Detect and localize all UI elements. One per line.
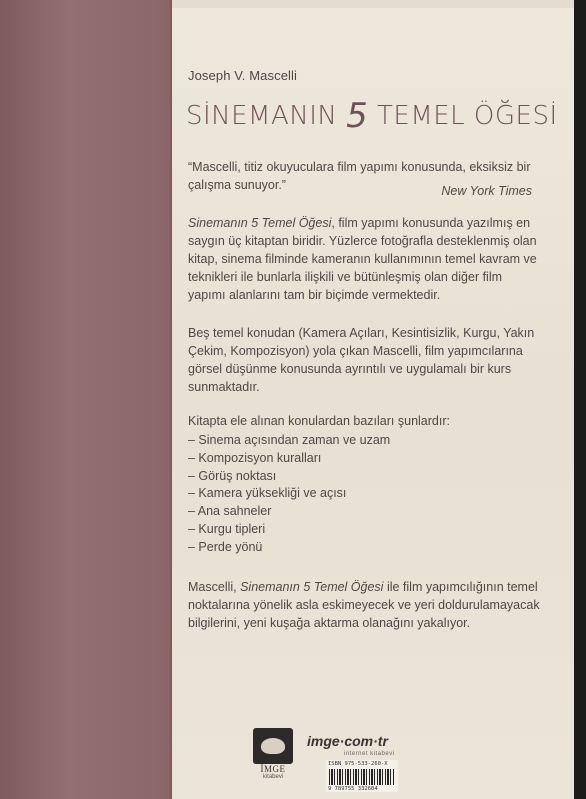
description-paragraph-2: Beş temel konudan (Kamera Açıları, Kesintisizlik, Kurgu, Yakın Çekim, Kompozisyon) yola çıkan Mascelli, film yapımcılarına görsel düşünme konusunda ayrıntılı ve uygulamalı bir kurs sunmaktadır. — [188, 326, 535, 394]
review-source: New York Times — [441, 184, 532, 198]
cover-top-edge — [172, 0, 574, 8]
author-name: Joseph V. Mascelli — [188, 68, 297, 83]
review-quote: “Mascelli, titiz okuyuculara film yapımı konusunda, eksiksiz bir çalışma sunuyor.” — [188, 160, 531, 192]
publisher-logo — [253, 728, 293, 780]
barcode-bars — [329, 769, 395, 785]
list-item: – Kompozisyon kuralları — [188, 450, 322, 465]
description-paragraph-1 — [188, 214, 540, 304]
cover-spine-band — [0, 0, 172, 799]
book-title-part-1: SİNEMANIN — [186, 101, 347, 131]
book-title-italic: Sinemanın 5 Temel Öğesi — [240, 580, 384, 594]
list-item: – Görüş noktası — [188, 468, 277, 483]
paragraph-1-text: , film yapımı konusunda yazılmış en saygın üç kitaptan biridir. Yüzlerce fotoğrafla desteklenmiş olan kitap, sinema filminde kameranın kullanımının temel kavram ve teknikleri ile bunlarla ilişkili ve bütünleşmiş olan diğer film yapımı alanlarını tam bir biçimde vermektedir. — [188, 216, 537, 302]
topics-intro: Kitapta ele alınan konulardan bazıları şunlardır: — [188, 414, 450, 428]
barcode-number: 9 789755 332604 — [328, 786, 378, 792]
list-item: – Perde yönü — [188, 539, 263, 554]
book-title-number: 5 — [346, 96, 369, 136]
book-title — [186, 96, 558, 136]
publisher-website-subtitle: internet kitabevi — [344, 751, 395, 757]
list-item: – Kamera yüksekliği ve açısı — [188, 486, 347, 501]
list-item: – Kurgu tipleri — [188, 521, 266, 536]
background-edge — [574, 0, 586, 799]
publisher-name: İMGE — [260, 764, 286, 774]
isbn-number: ISBN 975-533-260-X — [328, 761, 388, 767]
publisher-subtitle: kitabevi — [262, 774, 284, 780]
publisher-bird-icon — [253, 728, 293, 764]
list-item: – Sinema açısından zaman ve uzam — [188, 433, 391, 447]
paragraph-3-text: ile film yapımcılığının temel noktalarına yönelik asla eskimeyecek ve yeri doldurulamayacak bilgilerini, yeni kuşağa aktarma olanağını yakalıyor. — [188, 580, 540, 630]
book-title-italic: Sinemanın 5 Temel Öğesi — [188, 216, 332, 230]
publisher-website: imge·com·tr — [307, 733, 388, 749]
paragraph-3-lead: Mascelli, — [188, 580, 241, 594]
description-paragraph-3 — [188, 578, 540, 632]
topics-list — [188, 432, 390, 557]
isbn-barcode — [326, 760, 398, 792]
list-item: – Ana sahneler — [188, 504, 272, 519]
book-title-part-2: TEMEL ÖĞESİ — [368, 101, 558, 131]
